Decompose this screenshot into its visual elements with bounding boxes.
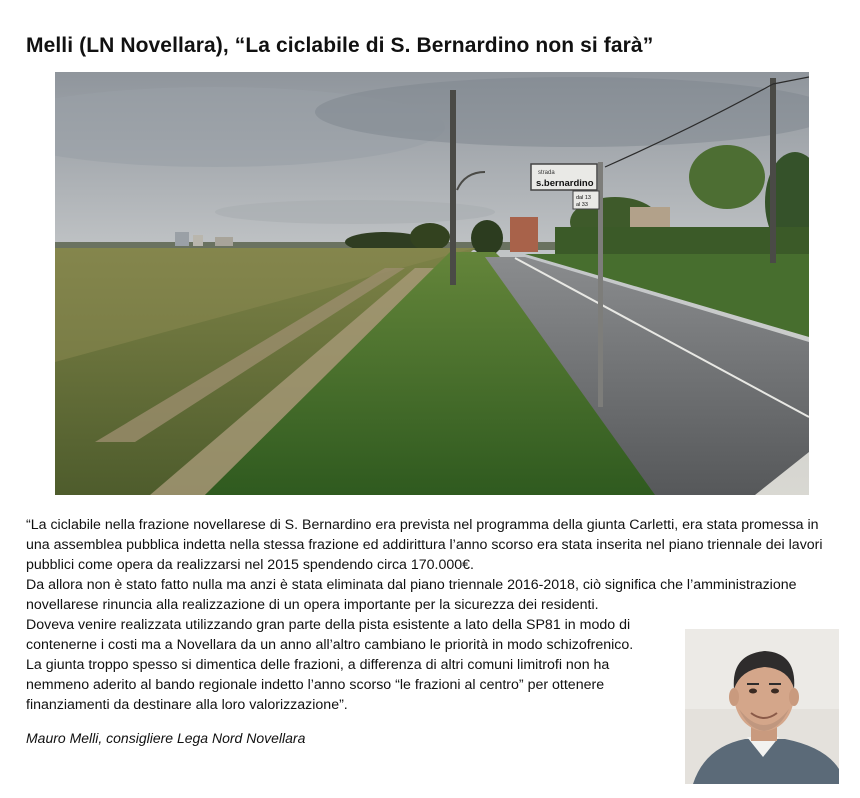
author-signature: Mauro Melli, consigliere Lega Nord Novellara bbox=[26, 730, 306, 746]
paragraph-4: La giunta troppo spesso si dimentica delle frazioni, a differenza di altri comuni limitrofi non ha nemmeno aderito al bando regionale indetto l’anno scorso “le frazioni al centro” per ottenere finanziamenti da destinare alla loro valorizzazione”. bbox=[26, 657, 610, 713]
author-portrait bbox=[685, 629, 839, 784]
paragraph-2: Da allora non è stato fatto nulla ma anzi è stata eliminata dal piano triennale 2016-2018, ciò significa che l’amministrazione novellarese rinuncia alla realizzazione di un opera importante per la sicurezza dei residenti. bbox=[26, 577, 797, 613]
article-title: Melli (LN Novellara), “La ciclabile di S. Bernardino non si farà” bbox=[26, 34, 654, 58]
sign-top-text: strada bbox=[538, 170, 555, 176]
paragraph-3: Doveva venire realizzata utilizzando gran parte della pista esistente a lato della SP81 in modo di contenerne i costi ma a Novellara da un anno all’altro cambiano le priorità in modo schizofrenico. bbox=[26, 617, 634, 653]
sign-small-1: dal 13 bbox=[576, 195, 591, 201]
sign-small-2: al 33 bbox=[576, 202, 588, 208]
sign-main-text: s.bernardino bbox=[536, 178, 594, 189]
road-photo bbox=[55, 72, 809, 495]
paragraph-1: “La ciclabile nella frazione novellarese di S. Bernardino era prevista nel programma della giunta Carletti, era stata promessa in una assemblea pubblica indetta nella stessa frazione ed addirittura l’anno scorso era stata inserita nel piano triennale dei lavori pubblici come opera da realizzarsi nel 2015 spendendo circa 170.000€. bbox=[26, 517, 823, 573]
